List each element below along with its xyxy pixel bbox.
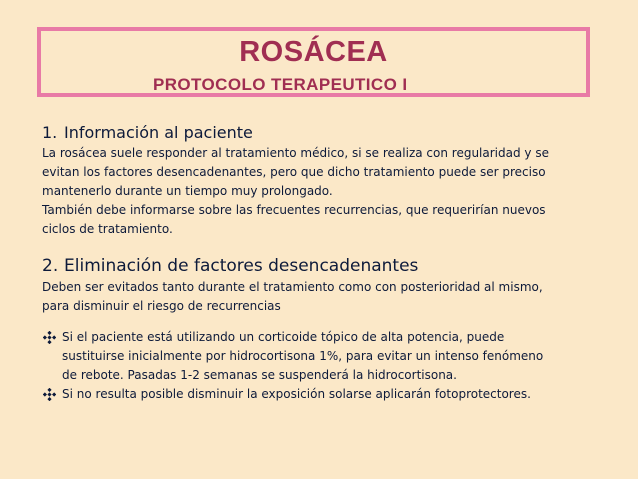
page-subtitle: PROTOCOLO TERAPEUTICO I — [153, 75, 408, 94]
bullet-line: de rebote. Pasadas 1-2 semanas se suspenderá la hidrocortisona. — [62, 368, 457, 382]
bullet-line: sustituirse inicialmente por hidrocortisona 1%, para evitar un intenso fenómeno — [62, 349, 544, 363]
section-number: 2. — [42, 256, 59, 276]
bullet-item — [42, 328, 618, 385]
paragraph-line: Deben ser evitados tanto durante el tratamiento como con posterioridad al mismo, — [42, 280, 543, 294]
bullet-list — [42, 328, 618, 404]
bullet-line: Si no resulta posible disminuir la exposición solarse aplicarán fotoprotectores. — [62, 387, 531, 401]
paragraph-line: También debe informarse sobre las frecuentes recurrencias, que requerirían nuevos — [42, 203, 546, 217]
paragraph-line: ciclos de tratamiento. — [42, 222, 173, 236]
title-box — [37, 27, 590, 97]
paragraph-line: La rosácea suele responder al tratamiento médico, si se realiza con regularidad y se — [42, 146, 549, 160]
paragraph-line: mantenerlo durante un tiempo muy prolongado. — [42, 184, 333, 198]
bullet-line: Si el paciente está utilizando un corticoide tópico de alta potencia, puede — [62, 330, 505, 344]
paragraph-line: evitan los factores desencadenantes, pero que dicho tratamiento puede ser preciso — [42, 165, 546, 179]
section-heading-text: Eliminación de factores desencadenantes — [64, 256, 419, 276]
page-title: ROSÁCEA — [239, 36, 388, 68]
paragraph-line: para disminuir el riesgo de recurrencias — [42, 299, 281, 313]
slide-content — [42, 122, 618, 404]
bullet-item — [42, 385, 618, 404]
diamond-bullet-icon — [43, 331, 56, 344]
section-heading-informacion — [42, 122, 618, 144]
section-heading-text: Información al paciente — [64, 123, 253, 142]
section-heading-eliminacion — [42, 254, 618, 278]
section-number: 1. — [42, 123, 58, 142]
diamond-bullet-icon — [43, 388, 56, 401]
